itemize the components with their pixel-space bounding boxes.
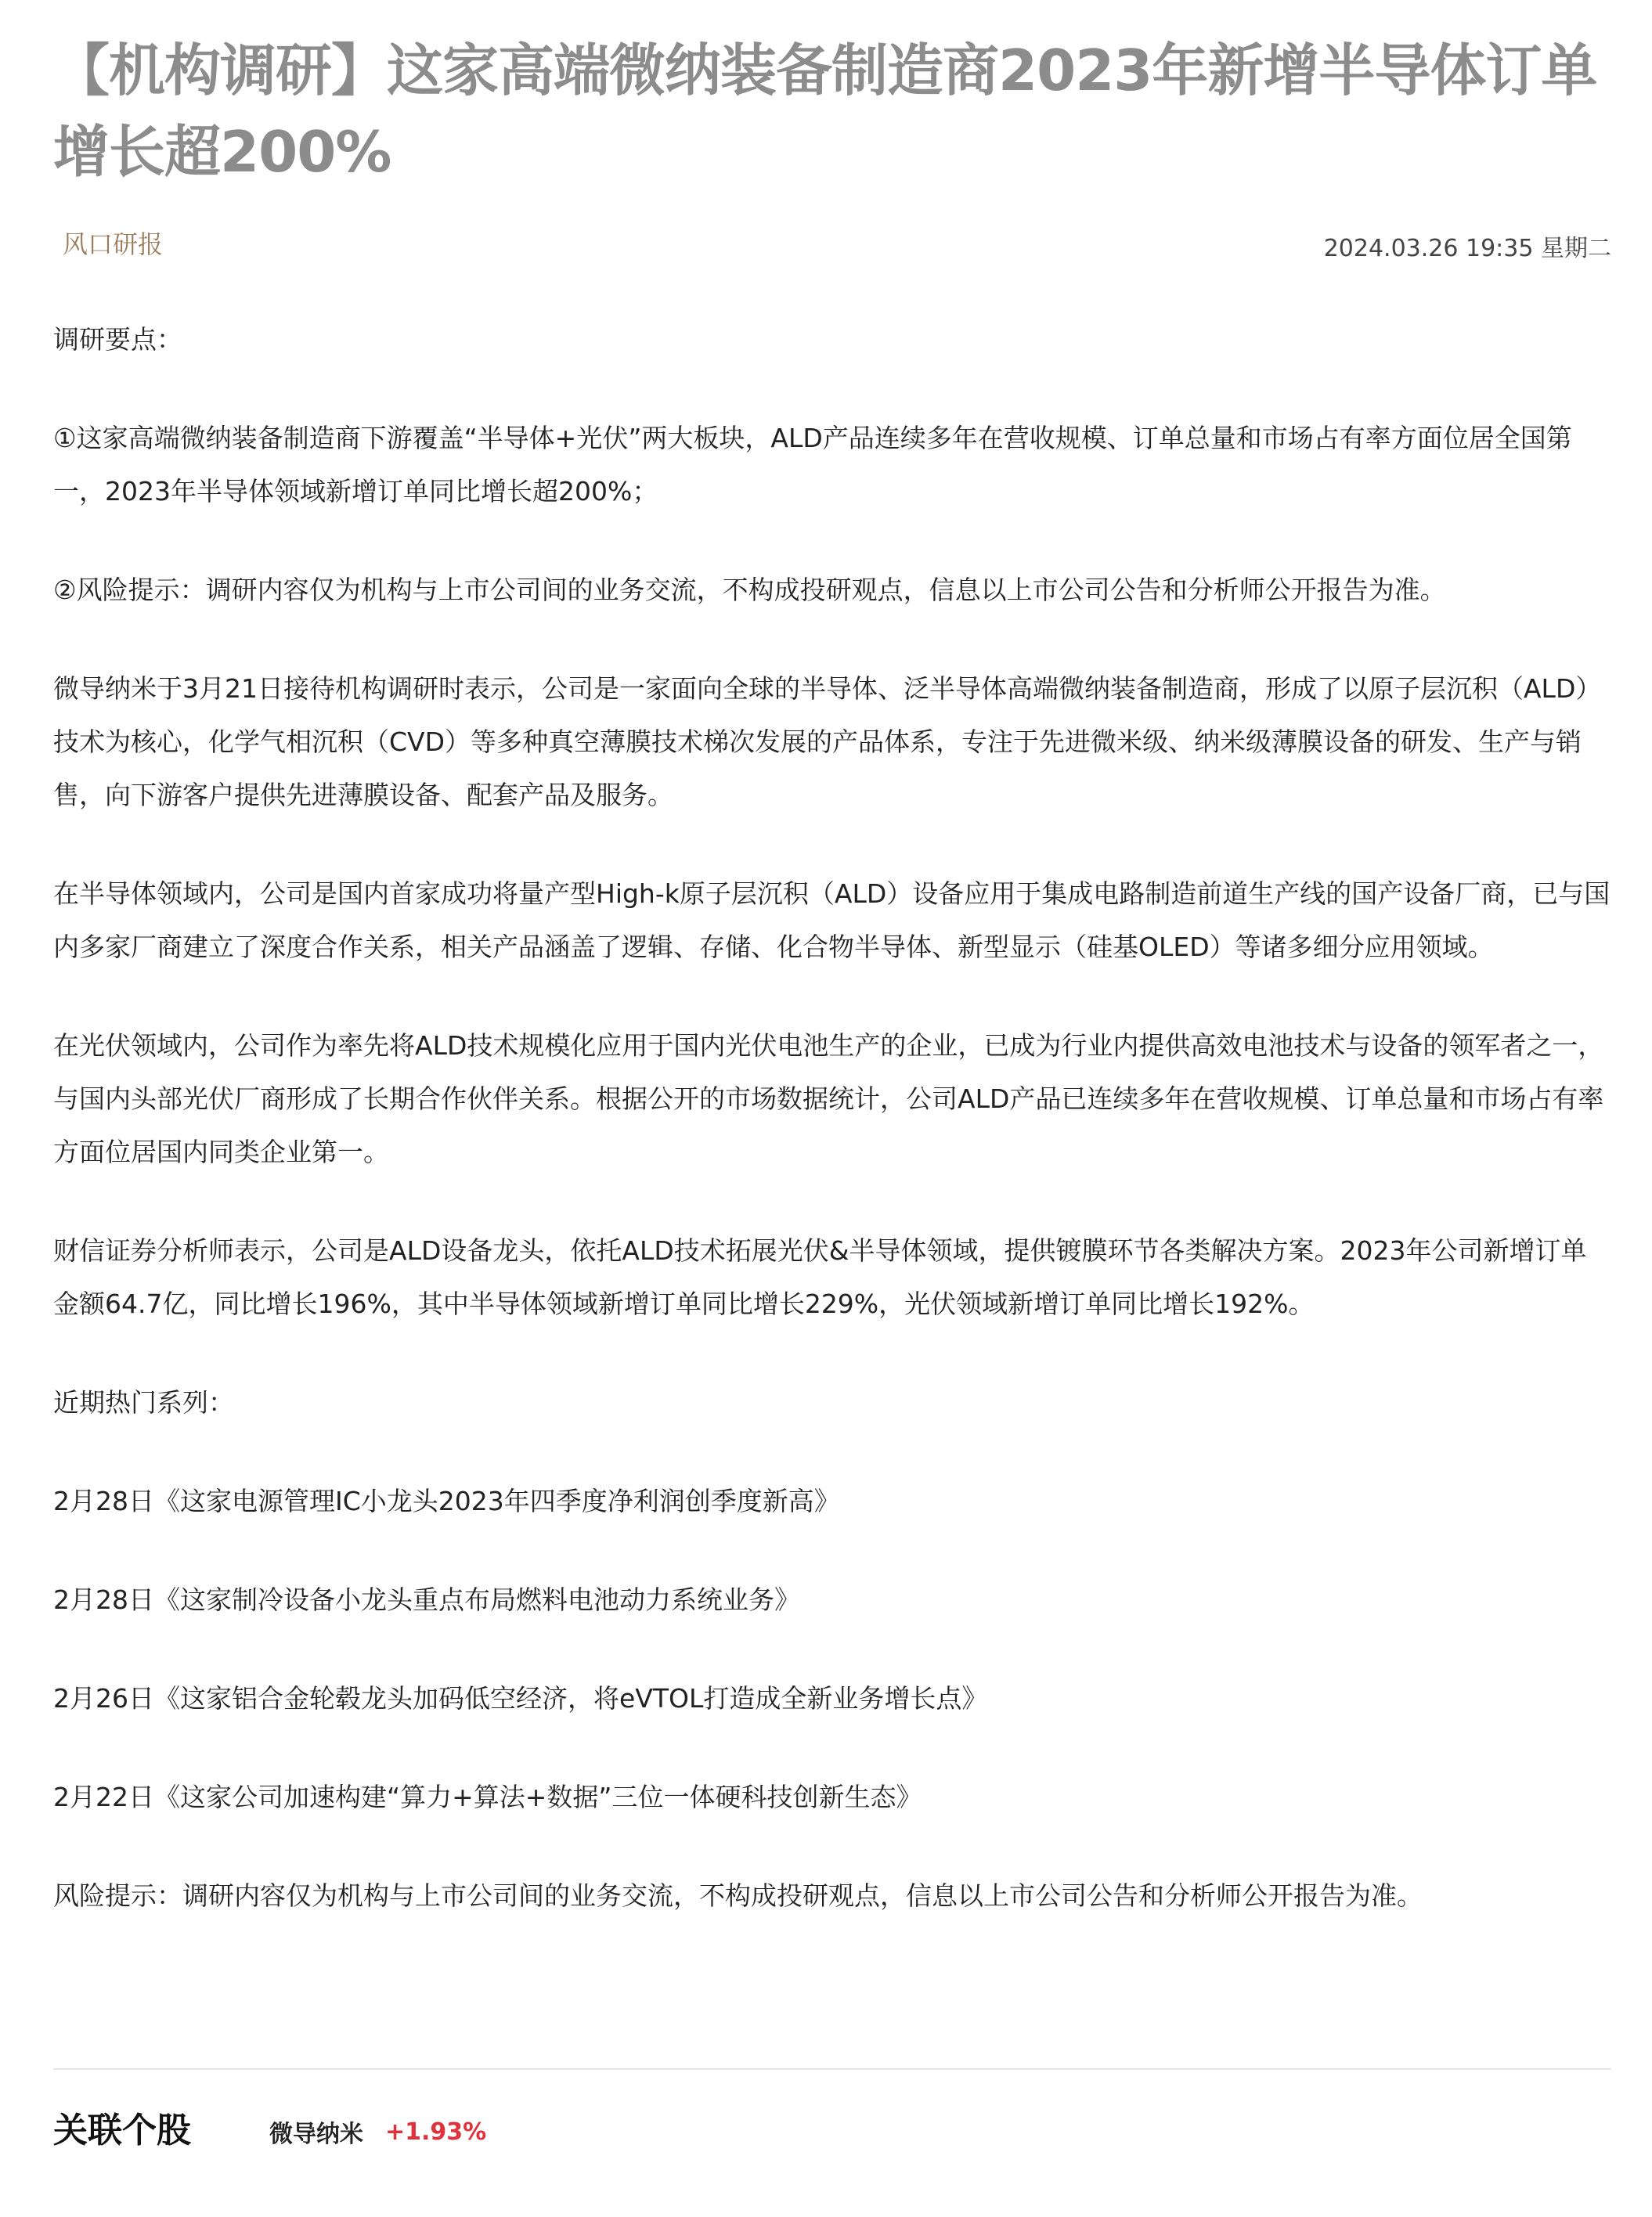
- related-stocks: [53, 2106, 1611, 2161]
- body-paragraph: 微导纳米于3月21日接待机构调研时表示，公司是一家面向全球的半导体、泛半导体高端微纳装备制造商，形成了以原子层沉积（ALD）技术为核心，化学气相沉积（CVD）等多种真空薄膜技术梯次发展的产品体系，专注于先进微米级、纳米级薄膜设备的研发、生产与销售，向下游客户提供先进薄膜设备、配套产品及服务。: [53, 673, 1602, 810]
- risk-disclaimer: 风险提示：调研内容仅为机构与上市公司间的业务交流，不构成投研观点，信息以上市公司公告和分析师公开报告为准。: [53, 1880, 1423, 1911]
- research-points-heading: 调研要点：: [53, 324, 182, 355]
- section-divider: [53, 2068, 1611, 2070]
- research-point-1: ①这家高端微纳装备制造商下游覆盖“半导体+光伏”两大板块，ALD产品连续多年在营收规模、订单总量和市场占有率方面位居全国第一，2023年半导体领域新增订单同比增长超200%；: [53, 423, 1572, 506]
- hot-series-heading: 近期热门系列：: [53, 1387, 234, 1418]
- hot-series-link[interactable]: 2月28日《这家电源管理IC小龙头2023年四季度净利润创季度新高》: [53, 1486, 840, 1516]
- body-paragraph: 在半导体领域内，公司是国内首家成功将量产型High-k原子层沉积（ALD）设备应用于集成电路制造前道生产线的国产设备厂商，已与国内多家厂商建立了深度合作关系，相关产品涵盖了逻辑、存储、化合物半导体、新型显示（硅基OLED）等诸多细分应用领域。: [53, 878, 1611, 962]
- related-stocks-heading: 关联个股: [53, 2111, 191, 2150]
- hot-series-link[interactable]: 2月28日《这家制冷设备小龙头重点布局燃料电池动力系统业务》: [53, 1584, 800, 1615]
- research-point-2: ②风险提示：调研内容仅为机构与上市公司间的业务交流，不构成投研观点，信息以上市公司公告和分析师公开报告为准。: [53, 575, 1446, 605]
- hot-series-link[interactable]: 2月22日《这家公司加速构建“算力+算法+数据”三位一体硬科技创新生态》: [53, 1782, 922, 1812]
- stock-chip[interactable]: [269, 2112, 486, 2151]
- body-paragraph: 财信证券分析师表示，公司是ALD设备龙头，依托ALD技术拓展光伏&半导体领域，提供镀膜环节各类解决方案。2023年公司新增订单金额64.7亿，同比增长196%，其中半导体领域新增订单同比增长229%，光伏领域新增订单同比增长192%。: [53, 1235, 1587, 1319]
- stock-name: 微导纳米: [269, 2121, 363, 2148]
- article-meta: [53, 225, 1611, 269]
- body-paragraph: 在光伏领域内，公司作为率先将ALD技术规模化应用于国内光伏电池生产的企业，已成为行业内提供高效电池技术与设备的领军者之一，与国内头部光伏厂商形成了长期合作伙伴关系。根据公开的市场数据统计，公司ALD产品已连续多年在营收规模、订单总量和市场占有率方面位居国内同类企业第一。: [53, 1030, 1604, 1167]
- article-body: [53, 313, 1611, 1968]
- article-title: 【机构调研】这家高端微纳装备制造商2023年新增半导体订单增长超200%: [53, 38, 1597, 185]
- hot-series-link[interactable]: 2月26日《这家铝合金轮毂龙头加码低空经济，将eVTOL打造成全新业务增长点》: [53, 1683, 988, 1714]
- source-link[interactable]: 风口研报: [63, 229, 164, 259]
- publish-datetime: 2024.03.26 19:35 星期二: [1323, 235, 1611, 262]
- stock-change: +1.93%: [385, 2118, 487, 2146]
